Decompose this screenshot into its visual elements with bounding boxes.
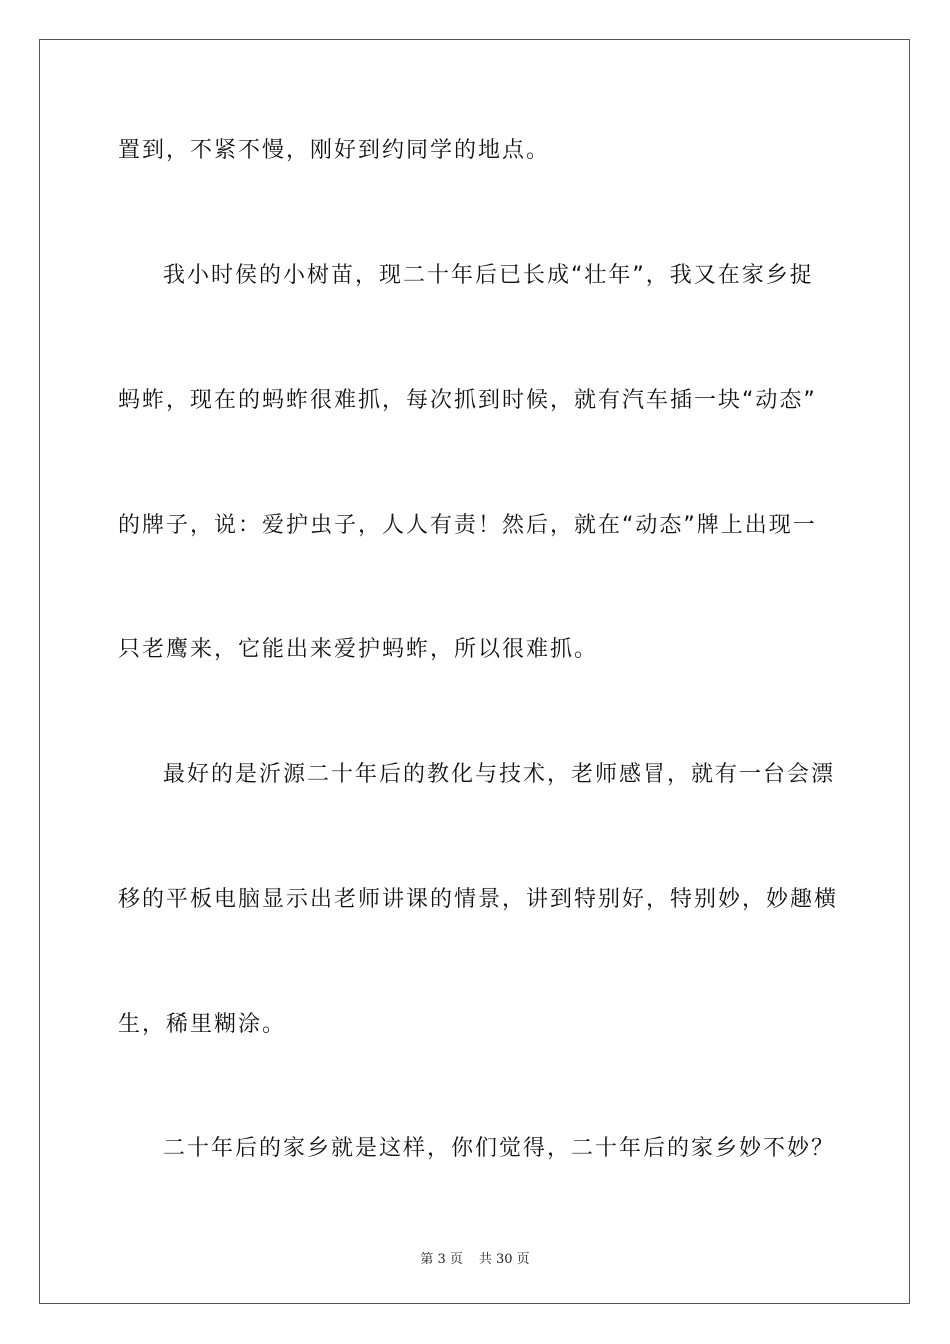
text-line-3: 蚂蚱，现在的蚂蚱很难抓，每次抓到时候，就有汽车插一块“动态” — [118, 388, 817, 413]
text-line-1: 置到，不紧不慢，刚好到约同学的地点。 — [118, 138, 551, 163]
text-line-7: 移的平板电脑显示出老师讲课的情景，讲到特别好，特别妙，妙趣横 — [118, 887, 839, 912]
text-line-5: 只老鹰来，它能出来爱护蚂蚱，所以很难抓。 — [118, 637, 599, 662]
page-total: 共 30 页 — [478, 1252, 530, 1267]
text-line-4: 的牌子，说：爱护虫子，人人有责！然后，就在“动态”牌上出现一 — [118, 513, 817, 538]
text-line-8: 生，稀里糊涂。 — [118, 1012, 287, 1037]
text-line-2: 我小时侯的小树苗，现二十年后已长成“壮年”，我又在家乡捉 — [163, 263, 814, 288]
text-line-9: 二十年后的家乡就是这样，你们觉得，二十年后的家乡妙不妙？ — [163, 1136, 836, 1161]
page-footer — [0, 1248, 950, 1267]
text-line-6: 最好的是沂源二十年后的教化与技术，老师感冒，就有一台会漂 — [163, 762, 836, 787]
page-number: 第 3 页 — [420, 1252, 463, 1267]
page-frame — [39, 39, 910, 1304]
